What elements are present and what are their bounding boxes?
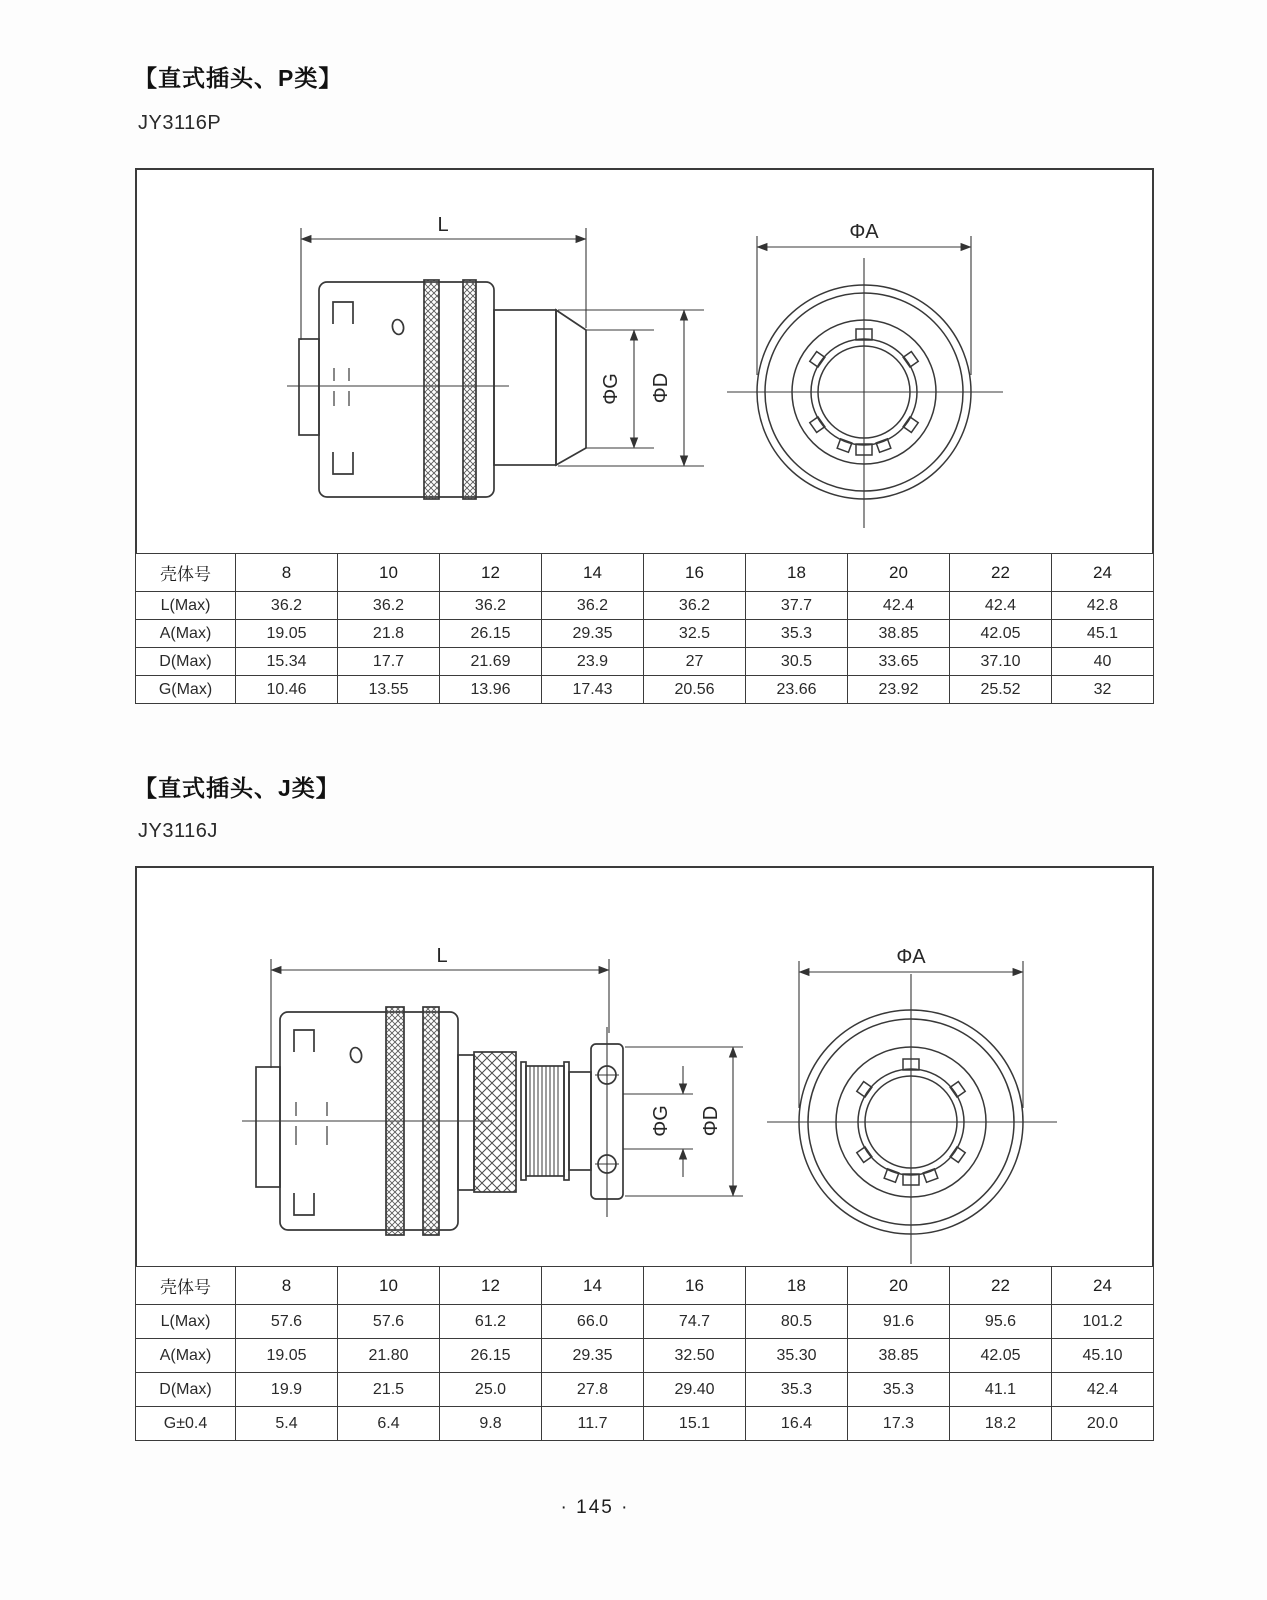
cell: 25.0 bbox=[440, 1373, 542, 1407]
cell: 18.2 bbox=[950, 1407, 1052, 1441]
header-cell: 8 bbox=[236, 554, 338, 592]
header-cell: 22 bbox=[950, 554, 1052, 592]
cell: 21.80 bbox=[338, 1339, 440, 1373]
page-number: · 145 · bbox=[560, 1497, 630, 1518]
cell: 23.66 bbox=[746, 676, 848, 704]
cell: 45.1 bbox=[1052, 620, 1154, 648]
cell: 40 bbox=[1052, 648, 1154, 676]
cell: 20.0 bbox=[1052, 1407, 1154, 1441]
section-title-j: 【直式插头、J类】 bbox=[134, 775, 340, 801]
cell: 33.65 bbox=[848, 648, 950, 676]
cell: 9.8 bbox=[440, 1407, 542, 1441]
cell: 66.0 bbox=[542, 1305, 644, 1339]
cell: 36.2 bbox=[644, 592, 746, 620]
figure-jy3116j bbox=[135, 866, 1154, 1266]
table-row bbox=[136, 1305, 1154, 1339]
header-cell: 18 bbox=[746, 554, 848, 592]
cell: 42.4 bbox=[848, 592, 950, 620]
jy3116p-drawing bbox=[137, 170, 1152, 553]
cell: 45.10 bbox=[1052, 1339, 1154, 1373]
row-label: A(Max) bbox=[136, 620, 236, 648]
cell: 21.5 bbox=[338, 1373, 440, 1407]
cell: 91.6 bbox=[848, 1305, 950, 1339]
dimensions-table-p bbox=[135, 553, 1154, 704]
cell: 42.4 bbox=[1052, 1373, 1154, 1407]
header-cell: 18 bbox=[746, 1267, 848, 1305]
table-row bbox=[136, 1407, 1154, 1441]
cell: 42.05 bbox=[950, 620, 1052, 648]
cell: 36.2 bbox=[236, 592, 338, 620]
cell: 27 bbox=[644, 648, 746, 676]
cell: 15.1 bbox=[644, 1407, 746, 1441]
dim-label-length: L bbox=[436, 945, 448, 967]
cell: 101.2 bbox=[1052, 1305, 1154, 1339]
cell: 27.8 bbox=[542, 1373, 644, 1407]
cell: 29.35 bbox=[542, 1339, 644, 1373]
section-p-block bbox=[135, 168, 1154, 704]
cell: 26.15 bbox=[440, 1339, 542, 1373]
header-cell: 12 bbox=[440, 554, 542, 592]
table-header-row bbox=[136, 554, 1154, 592]
header-cell: 24 bbox=[1052, 554, 1154, 592]
cell: 61.2 bbox=[440, 1305, 542, 1339]
cell: 32.5 bbox=[644, 620, 746, 648]
cell: 38.85 bbox=[848, 1339, 950, 1373]
cell: 17.7 bbox=[338, 648, 440, 676]
header-cell: 20 bbox=[848, 1267, 950, 1305]
cell: 80.5 bbox=[746, 1305, 848, 1339]
header-cell: 10 bbox=[338, 554, 440, 592]
side-view bbox=[242, 959, 743, 1235]
header-cell: 12 bbox=[440, 1267, 542, 1305]
cell: 57.6 bbox=[338, 1305, 440, 1339]
cell: 13.55 bbox=[338, 676, 440, 704]
cell: 16.4 bbox=[746, 1407, 848, 1441]
cell: 32 bbox=[1052, 676, 1154, 704]
front-view bbox=[727, 236, 1003, 528]
cell: 10.46 bbox=[236, 676, 338, 704]
side-view bbox=[287, 228, 704, 499]
dim-label-phi-d: ΦD bbox=[700, 1105, 722, 1137]
cell: 21.69 bbox=[440, 648, 542, 676]
cell: 6.4 bbox=[338, 1407, 440, 1441]
model-number-j: JY3116J bbox=[138, 820, 218, 842]
cell: 38.85 bbox=[848, 620, 950, 648]
cell: 42.4 bbox=[950, 592, 1052, 620]
table-row bbox=[136, 620, 1154, 648]
header-cell: 16 bbox=[644, 554, 746, 592]
cell: 29.40 bbox=[644, 1373, 746, 1407]
cell: 37.10 bbox=[950, 648, 1052, 676]
cell: 95.6 bbox=[950, 1305, 1052, 1339]
header-cell: 8 bbox=[236, 1267, 338, 1305]
header-cell: 10 bbox=[338, 1267, 440, 1305]
cell: 42.05 bbox=[950, 1339, 1052, 1373]
header-cell: 16 bbox=[644, 1267, 746, 1305]
dim-label-phi-a: ΦA bbox=[896, 946, 926, 968]
cell: 35.3 bbox=[848, 1373, 950, 1407]
table-row bbox=[136, 676, 1154, 704]
cell: 36.2 bbox=[440, 592, 542, 620]
cell: 35.30 bbox=[746, 1339, 848, 1373]
cell: 41.1 bbox=[950, 1373, 1052, 1407]
row-label: A(Max) bbox=[136, 1339, 236, 1373]
cell: 21.8 bbox=[338, 620, 440, 648]
table-header-row bbox=[136, 1267, 1154, 1305]
cell: 74.7 bbox=[644, 1305, 746, 1339]
cell: 23.92 bbox=[848, 676, 950, 704]
cell: 42.8 bbox=[1052, 592, 1154, 620]
dim-label-phi-g: ΦG bbox=[650, 1105, 672, 1137]
header-cell: 壳体号 bbox=[136, 554, 236, 592]
table-row bbox=[136, 592, 1154, 620]
cell: 19.05 bbox=[236, 620, 338, 648]
cell: 26.15 bbox=[440, 620, 542, 648]
cell: 17.43 bbox=[542, 676, 644, 704]
cell: 36.2 bbox=[542, 592, 644, 620]
cell: 37.7 bbox=[746, 592, 848, 620]
cell: 23.9 bbox=[542, 648, 644, 676]
dim-label-phi-a: ΦA bbox=[849, 221, 879, 243]
dim-label-phi-g: ΦG bbox=[600, 373, 622, 405]
header-cell: 14 bbox=[542, 554, 644, 592]
cell: 57.6 bbox=[236, 1305, 338, 1339]
row-label: D(Max) bbox=[136, 1373, 236, 1407]
table-row bbox=[136, 1339, 1154, 1373]
dimensions-table-j bbox=[135, 1266, 1154, 1441]
jy3116j-drawing bbox=[137, 868, 1152, 1266]
cell: 29.35 bbox=[542, 620, 644, 648]
row-label: L(Max) bbox=[136, 592, 236, 620]
cell: 25.52 bbox=[950, 676, 1052, 704]
cell: 20.56 bbox=[644, 676, 746, 704]
cell: 5.4 bbox=[236, 1407, 338, 1441]
header-cell: 20 bbox=[848, 554, 950, 592]
header-cell: 24 bbox=[1052, 1267, 1154, 1305]
row-label: G±0.4 bbox=[136, 1407, 236, 1441]
cell: 35.3 bbox=[746, 620, 848, 648]
cell: 17.3 bbox=[848, 1407, 950, 1441]
cell: 13.96 bbox=[440, 676, 542, 704]
header-cell: 壳体号 bbox=[136, 1267, 236, 1305]
table-row bbox=[136, 648, 1154, 676]
cell: 19.9 bbox=[236, 1373, 338, 1407]
row-label: L(Max) bbox=[136, 1305, 236, 1339]
cell: 19.05 bbox=[236, 1339, 338, 1373]
cell: 32.50 bbox=[644, 1339, 746, 1373]
row-label: D(Max) bbox=[136, 648, 236, 676]
figure-jy3116p bbox=[135, 168, 1154, 553]
cell: 11.7 bbox=[542, 1407, 644, 1441]
front-view bbox=[767, 961, 1057, 1264]
cell: 15.34 bbox=[236, 648, 338, 676]
dim-label-length: L bbox=[437, 214, 449, 236]
header-cell: 22 bbox=[950, 1267, 1052, 1305]
cell: 35.3 bbox=[746, 1373, 848, 1407]
cell: 36.2 bbox=[338, 592, 440, 620]
table-row bbox=[136, 1373, 1154, 1407]
dim-label-phi-d: ΦD bbox=[650, 372, 672, 404]
model-number-p: JY3116P bbox=[138, 112, 222, 134]
row-label: G(Max) bbox=[136, 676, 236, 704]
section-title-p: 【直式插头、P类】 bbox=[134, 65, 343, 91]
header-cell: 14 bbox=[542, 1267, 644, 1305]
cell: 30.5 bbox=[746, 648, 848, 676]
section-j-block bbox=[135, 866, 1154, 1441]
